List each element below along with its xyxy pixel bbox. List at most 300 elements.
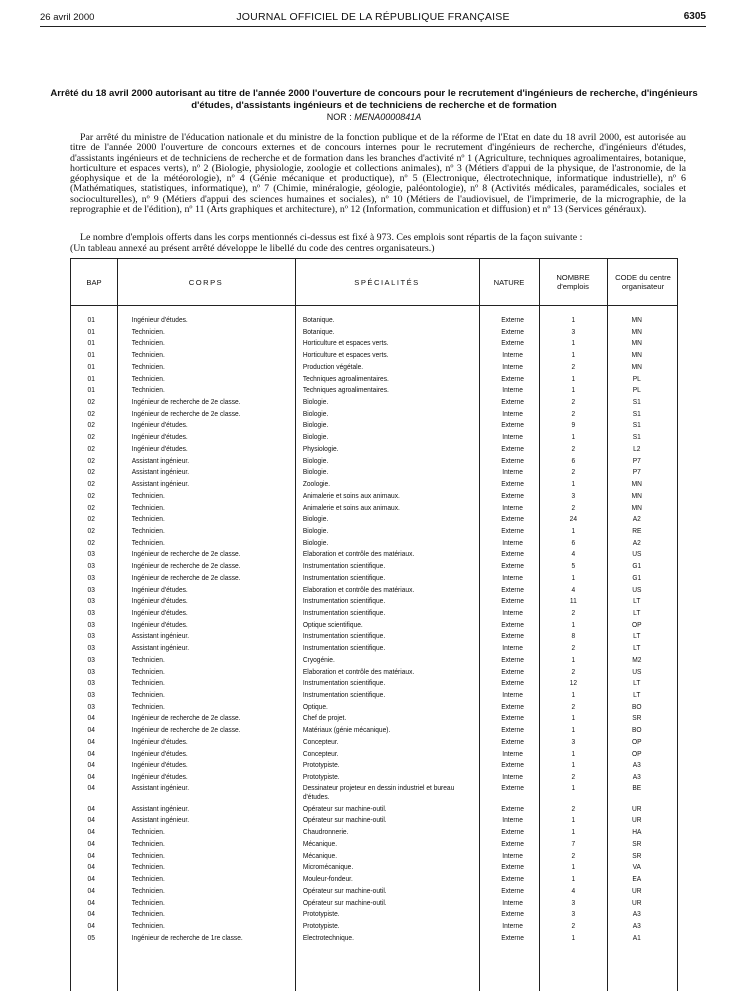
table-row bbox=[71, 548, 679, 560]
header-code: CODE du centre organisateur bbox=[615, 273, 671, 291]
table-row bbox=[71, 537, 679, 549]
cell-nature: Externe bbox=[501, 631, 524, 641]
cell-nature: Externe bbox=[501, 678, 524, 688]
cell-corps: Technicien. bbox=[131, 874, 165, 884]
cell-nombre: 3 bbox=[571, 736, 576, 746]
cell-bap: 04 bbox=[87, 897, 95, 907]
table-row bbox=[71, 712, 679, 724]
cell-nature: Interne bbox=[502, 502, 523, 512]
cell-bap: 02 bbox=[87, 432, 95, 442]
cell-nature: Externe bbox=[501, 397, 524, 407]
cell-corps: Ingénieur d'études. bbox=[131, 748, 188, 758]
cell-bap: 03 bbox=[87, 690, 95, 699]
cell-nombre: 2 bbox=[571, 803, 576, 813]
cell-specialite: Opérateur sur machine-outil. bbox=[302, 803, 387, 813]
cell-code: LT bbox=[633, 643, 641, 653]
header-nombre: NOMBRE d'emplois bbox=[556, 273, 590, 291]
cell-code: BE bbox=[632, 782, 642, 792]
cell-nature: Interne bbox=[502, 643, 523, 653]
cell-corps: Technicien. bbox=[131, 690, 165, 699]
cell-code: VA bbox=[632, 862, 641, 872]
cell-code: HA bbox=[632, 827, 642, 837]
cell-specialite: Biologie. bbox=[302, 420, 329, 430]
cell-code: MN bbox=[631, 338, 642, 348]
cell-corps: Technicien. bbox=[131, 920, 165, 930]
cell-code: MN bbox=[631, 479, 642, 489]
cell-nombre: 1 bbox=[571, 619, 576, 629]
cell-corps: Technicien. bbox=[131, 361, 165, 371]
cell-specialite: Biologie. bbox=[302, 537, 329, 547]
cell-bap: 01 bbox=[87, 373, 95, 383]
table-row bbox=[71, 814, 679, 826]
cell-specialite: Prototypiste. bbox=[302, 760, 340, 770]
cell-specialite: Prototypiste. bbox=[302, 772, 340, 782]
cell-nombre: 1 bbox=[571, 932, 576, 942]
cell-specialite: Chaudronnerie. bbox=[302, 827, 349, 837]
cell-specialite: Elaboration et contrôle des matériaux. bbox=[302, 666, 415, 676]
cell-nature: Interne bbox=[502, 772, 523, 782]
cell-nombre: 1 bbox=[571, 572, 576, 582]
cell-nature: Externe bbox=[501, 654, 524, 664]
cell-bap: 02 bbox=[87, 408, 95, 418]
cell-nombre: 4 bbox=[571, 885, 576, 895]
cell-nature: Externe bbox=[501, 909, 524, 919]
table-row bbox=[71, 419, 679, 431]
cell-nombre: 1 bbox=[571, 690, 576, 699]
decree-title: Arrêté du 18 avril 2000 autorisant au titre de l'année 2000 l'ouverture de concours pour le recrutement d'ingénieurs de recherche, d'ingénieurs d'études, d'assistants ingénieurs et de techniciens de recherche et de formation bbox=[50, 88, 698, 111]
cell-nombre: 2 bbox=[571, 397, 576, 407]
cell-bap: 02 bbox=[87, 479, 95, 489]
cell-bap: 05 bbox=[87, 932, 95, 942]
cell-nombre: 2 bbox=[571, 643, 576, 653]
cell-corps: Ingénieur d'études. bbox=[131, 736, 188, 746]
cell-nature: Interne bbox=[502, 467, 523, 477]
cell-code: G1 bbox=[632, 561, 642, 571]
cell-nombre: 1 bbox=[571, 748, 576, 758]
cell-bap: 02 bbox=[87, 502, 95, 512]
table-row bbox=[71, 748, 679, 760]
cell-nombre: 2 bbox=[571, 443, 576, 453]
cell-code: MN bbox=[631, 315, 642, 324]
cell-corps: Ingénieur d'études. bbox=[131, 772, 188, 782]
cell-bap: 03 bbox=[87, 701, 95, 711]
cell-corps: Ingénieur d'études. bbox=[131, 443, 188, 453]
cell-code: A3 bbox=[632, 772, 641, 782]
cell-corps: Assistant ingénieur. bbox=[131, 631, 190, 641]
cell-nature: Externe bbox=[501, 561, 524, 571]
cell-specialite: Optique scientifique. bbox=[302, 619, 363, 629]
cell-code: LT bbox=[633, 596, 641, 606]
emplois-paragraph: Le nombre d'emplois offerts dans les corps mentionnés ci-dessus est fixé à 973. Ces emplois sont répartis de la façon suivante : bbox=[80, 232, 583, 243]
header-nature: NATURE bbox=[493, 277, 525, 287]
cell-bap: 01 bbox=[87, 350, 95, 360]
cell-bap: 04 bbox=[87, 725, 95, 735]
cell-nature: Externe bbox=[501, 760, 524, 770]
cell-specialite: Biologie. bbox=[302, 397, 329, 407]
table-row bbox=[71, 908, 679, 920]
cell-nombre: 1 bbox=[571, 713, 576, 723]
cell-specialite: Mécanique. bbox=[302, 850, 338, 860]
cell-nature: Externe bbox=[501, 443, 524, 453]
cell-code: MN bbox=[631, 361, 642, 371]
cell-specialite: Production végétale. bbox=[302, 361, 364, 371]
cell-specialite: Chef de projet. bbox=[302, 713, 347, 723]
cell-nature: Externe bbox=[501, 525, 524, 535]
cell-nature: Externe bbox=[501, 549, 524, 559]
cell-corps: Assistant ingénieur. bbox=[131, 643, 190, 653]
cell-nature: Interne bbox=[502, 607, 523, 617]
cell-bap: 01 bbox=[87, 326, 95, 336]
cell-corps: Technicien. bbox=[131, 338, 165, 348]
cell-nombre: 3 bbox=[571, 490, 576, 500]
cell-nombre: 2 bbox=[571, 850, 576, 860]
cell-nombre: 7 bbox=[571, 838, 576, 848]
cell-nombre: 2 bbox=[571, 361, 576, 371]
cell-specialite: Horticulture et espaces verts. bbox=[302, 350, 389, 360]
cell-corps: Technicien. bbox=[131, 537, 165, 547]
cell-nombre: 6 bbox=[571, 455, 576, 465]
cell-corps: Technicien. bbox=[131, 326, 165, 336]
cell-specialite: Instrumentation scientifique. bbox=[302, 607, 386, 617]
table-row bbox=[71, 502, 679, 514]
cell-bap: 02 bbox=[87, 514, 95, 524]
table-row bbox=[71, 408, 679, 420]
cell-corps: Ingénieur de recherche de 1re classe. bbox=[131, 932, 243, 942]
cell-code: LT bbox=[633, 607, 641, 617]
table-header bbox=[71, 259, 677, 306]
cell-nombre: 12 bbox=[569, 678, 577, 688]
cell-bap: 04 bbox=[87, 920, 95, 930]
journal-title: JOURNAL OFFICIEL DE LA RÉPUBLIQUE FRANÇAISE bbox=[236, 11, 510, 23]
table-row bbox=[71, 314, 679, 326]
table-row bbox=[71, 513, 679, 525]
cell-bap: 02 bbox=[87, 443, 95, 453]
cell-specialite: Biologie. bbox=[302, 432, 329, 442]
cell-nombre: 1 bbox=[571, 862, 576, 872]
cell-nature: Interne bbox=[502, 385, 523, 395]
cell-nature: Interne bbox=[502, 432, 523, 442]
cell-nombre: 1 bbox=[571, 385, 576, 395]
cell-specialite: Optique. bbox=[302, 701, 328, 711]
table-row bbox=[71, 361, 679, 373]
cell-specialite: Instrumentation scientifique. bbox=[302, 596, 386, 606]
cell-corps: Ingénieur d'études. bbox=[131, 619, 188, 629]
table-row bbox=[71, 326, 679, 338]
cell-bap: 02 bbox=[87, 490, 95, 500]
cell-bap: 04 bbox=[87, 838, 95, 848]
cell-nature: Externe bbox=[501, 713, 524, 723]
cell-code: LT bbox=[633, 690, 641, 699]
cell-nature: Externe bbox=[501, 326, 524, 336]
cell-specialite: Horticulture et espaces verts. bbox=[302, 338, 389, 348]
cell-bap: 03 bbox=[87, 607, 95, 617]
cell-nature: Interne bbox=[502, 690, 523, 699]
cell-specialite: Cryogénie. bbox=[302, 654, 335, 664]
cell-code: UR bbox=[632, 815, 642, 825]
cell-corps: Technicien. bbox=[131, 909, 165, 919]
cell-code: G1 bbox=[632, 572, 642, 582]
cell-specialite: Matériaux (génie mécanique). bbox=[302, 725, 391, 735]
intro-paragraph: Par arrêté du ministre de l'éducation nationale et du ministre de la fonction publique et de la réforme de l'Etat en date du 18 avril 2000, est autorisée au titre de l'année 2000 l'ouverture de concours externes et de concours internes pour le recrutement d'ingénieurs de recherche, d'ingénieurs d'études, d'assistants ingénieurs et de techniciens de recherche et de formation dans les branches d'activité nº 1 (Agriculture, techniques agroalimentaires, botanique, horticulture et espaces verts), nº 2 (Biologie, physiologie, zoologie et collections animales), nº 3 (Métiers d'appui de la physique, de l'astronomie, de la géophysique et de la météorologie), nº 4 (Génie mécanique et productique), nº 5 (Electronique, électrotechnique, informatique industrielle), nº 6 (Mathématiques, statistiques, informatique), nº 7 (Chimie, minéralogie, géologie, paléontologie), nº 8 (Activités médicales, paramédicales, sociales et socioculturelles), nº 9 (Métiers d'appui des sciences humaines et sociales), nº 10 (Métiers de l'audiovisuel, de l'imprimerie, de la micrographie, de la reprographie et de l'édition), nº 11 (Arts graphiques et architecture), nº 12 (Information, communication et diffusion) et nº 13 (Services généraux). bbox=[70, 132, 686, 216]
cell-code: P7 bbox=[632, 467, 641, 477]
cell-nature: Externe bbox=[501, 584, 524, 594]
cell-nombre: 3 bbox=[571, 326, 576, 336]
cell-bap: 02 bbox=[87, 397, 95, 407]
cell-corps: Technicien. bbox=[131, 897, 165, 907]
cell-bap: 04 bbox=[87, 760, 95, 770]
cell-code: US bbox=[632, 666, 642, 676]
cell-nature: Interne bbox=[502, 537, 523, 547]
table-row bbox=[71, 642, 679, 654]
nor-value: MENA0000841A bbox=[354, 112, 422, 122]
cell-nature: Externe bbox=[501, 420, 524, 430]
cell-nombre: 6 bbox=[571, 537, 576, 547]
cell-nombre: 4 bbox=[571, 584, 576, 594]
cell-specialite: Techniques agroalimentaires. bbox=[302, 373, 389, 383]
table-row bbox=[71, 630, 679, 642]
cell-code: PL bbox=[632, 385, 641, 395]
cell-specialite: Techniques agroalimentaires. bbox=[302, 385, 389, 395]
cell-nature: Externe bbox=[501, 874, 524, 884]
cell-nature: Interne bbox=[502, 815, 523, 825]
cell-corps: Technicien. bbox=[131, 525, 165, 535]
table-row bbox=[71, 724, 679, 736]
cell-nombre: 2 bbox=[571, 502, 576, 512]
table-row bbox=[71, 373, 679, 385]
cell-corps: Ingénieur de recherche de 2e classe. bbox=[131, 549, 241, 559]
cell-bap: 03 bbox=[87, 584, 95, 594]
cell-code: A3 bbox=[632, 920, 641, 930]
cell-bap: 02 bbox=[87, 455, 95, 465]
cell-code: BO bbox=[632, 725, 642, 735]
table-row bbox=[71, 803, 679, 815]
cell-bap: 04 bbox=[87, 850, 95, 860]
nor-label: NOR : bbox=[326, 112, 352, 122]
cell-code: S1 bbox=[632, 432, 641, 442]
cell-code: A3 bbox=[632, 909, 641, 919]
issue-date: 26 avril 2000 bbox=[40, 12, 95, 23]
cell-code: RE bbox=[632, 525, 642, 535]
table-row bbox=[71, 396, 679, 408]
cell-corps: Assistant ingénieur. bbox=[131, 479, 190, 489]
cell-bap: 03 bbox=[87, 619, 95, 629]
cell-corps: Ingénieur de recherche de 2e classe. bbox=[131, 713, 241, 723]
cell-specialite: Opérateur sur machine-outil. bbox=[302, 815, 387, 825]
cell-nature: Externe bbox=[501, 619, 524, 629]
cell-nature: Externe bbox=[501, 782, 524, 792]
table-row bbox=[71, 838, 679, 850]
cell-corps: Ingénieur d'études. bbox=[131, 420, 188, 430]
cell-code: LT bbox=[633, 631, 641, 641]
cell-nature: Externe bbox=[501, 736, 524, 746]
cell-nombre: 11 bbox=[569, 596, 577, 606]
cell-nombre: 3 bbox=[571, 897, 576, 907]
cell-nombre: 1 bbox=[571, 338, 576, 348]
cell-corps: Ingénieur de recherche de 2e classe. bbox=[131, 572, 241, 582]
cell-nature: Interne bbox=[502, 361, 523, 371]
cell-corps: Ingénieur d'études. bbox=[131, 596, 188, 606]
table-row bbox=[71, 920, 679, 932]
cell-nature: Externe bbox=[501, 596, 524, 606]
table-row bbox=[71, 677, 679, 689]
cell-specialite: Physiologie. bbox=[302, 443, 339, 453]
cell-code: UR bbox=[632, 885, 642, 895]
cell-specialite: Instrumentation scientifique. bbox=[302, 643, 386, 653]
cell-specialite: Prototypiste. bbox=[302, 920, 340, 930]
cell-specialite: Instrumentation scientifique. bbox=[302, 572, 386, 582]
cell-nombre: 1 bbox=[571, 350, 576, 360]
cell-specialite: Opérateur sur machine-outil. bbox=[302, 897, 387, 907]
cell-specialite: Dessinateur projeteur en dessin industriel et bureau d'études. bbox=[302, 782, 455, 802]
cell-bap: 04 bbox=[87, 803, 95, 813]
table-row bbox=[71, 861, 679, 873]
table-row bbox=[71, 771, 679, 783]
cell-code: M2 bbox=[632, 654, 642, 664]
header-specialites: SPÉCIALITÉS bbox=[354, 277, 420, 287]
cell-nombre: 9 bbox=[571, 420, 576, 430]
cell-bap: 04 bbox=[87, 874, 95, 884]
cell-code: BO bbox=[632, 701, 642, 711]
table-row bbox=[71, 525, 679, 537]
cell-specialite: Animalerie et soins aux animaux. bbox=[302, 490, 400, 500]
cell-corps: Assistant ingénieur. bbox=[131, 815, 190, 825]
cell-bap: 03 bbox=[87, 666, 95, 676]
cell-specialite: Animalerie et soins aux animaux. bbox=[302, 502, 400, 512]
cell-specialite: Mécanique. bbox=[302, 838, 338, 848]
cell-nature: Externe bbox=[501, 315, 524, 324]
table-row bbox=[71, 607, 679, 619]
cell-bap: 02 bbox=[87, 467, 95, 477]
header-corps: CORPS bbox=[188, 277, 224, 287]
cell-specialite: Biologie. bbox=[302, 455, 329, 465]
cell-corps: Technicien. bbox=[131, 502, 165, 512]
cell-code: A2 bbox=[632, 514, 641, 524]
cell-code: US bbox=[632, 584, 642, 594]
cell-nombre: 2 bbox=[571, 772, 576, 782]
header-rule bbox=[40, 26, 706, 27]
table-row bbox=[71, 572, 679, 584]
cell-nature: Externe bbox=[501, 701, 524, 711]
cell-bap: 04 bbox=[87, 772, 95, 782]
cell-nature: Externe bbox=[501, 338, 524, 348]
cell-nombre: 1 bbox=[571, 815, 576, 825]
cell-corps: Assistant ingénieur. bbox=[131, 782, 190, 792]
cell-specialite: Concepteur. bbox=[302, 748, 339, 758]
cell-nature: Externe bbox=[501, 838, 524, 848]
cell-corps: Technicien. bbox=[131, 701, 165, 711]
cell-specialite: Mouleur-fondeur. bbox=[302, 874, 353, 884]
cell-nombre: 4 bbox=[571, 549, 576, 559]
cell-bap: 03 bbox=[87, 596, 95, 606]
cell-specialite: Instrumentation scientifique. bbox=[302, 678, 386, 688]
cell-specialite: Botanique. bbox=[302, 315, 335, 324]
cell-corps: Ingénieur de recherche de 2e classe. bbox=[131, 397, 241, 407]
cell-bap: 01 bbox=[87, 385, 95, 395]
table-row bbox=[71, 595, 679, 607]
cell-nombre: 2 bbox=[571, 408, 576, 418]
cell-bap: 03 bbox=[87, 561, 95, 571]
table-row bbox=[71, 873, 679, 885]
cell-specialite: Instrumentation scientifique. bbox=[302, 561, 386, 571]
cell-corps: Assistant ingénieur. bbox=[131, 455, 190, 465]
annex-note: (Un tableau annexé au présent arrêté développe le libellé du code des centres organisateurs.) bbox=[70, 243, 435, 254]
cell-nombre: 1 bbox=[571, 315, 576, 324]
cell-corps: Technicien. bbox=[131, 385, 165, 395]
cell-code: MN bbox=[631, 350, 642, 360]
cell-corps: Assistant ingénieur. bbox=[131, 803, 190, 813]
cell-code: A2 bbox=[632, 537, 641, 547]
cell-specialite: Zoologie. bbox=[302, 479, 331, 489]
cell-nature: Externe bbox=[501, 932, 524, 942]
cell-corps: Ingénieur d'études. bbox=[131, 432, 188, 442]
cell-bap: 02 bbox=[87, 525, 95, 535]
cell-bap: 03 bbox=[87, 654, 95, 664]
cell-corps: Ingénieur de recherche de 2e classe. bbox=[131, 725, 241, 735]
cell-nature: Interne bbox=[502, 408, 523, 418]
cell-nombre: 2 bbox=[571, 666, 576, 676]
cell-nombre: 1 bbox=[571, 479, 576, 489]
table-row bbox=[71, 478, 679, 490]
table-body bbox=[71, 314, 679, 943]
cell-code: S1 bbox=[632, 420, 641, 430]
cell-nature: Interne bbox=[502, 850, 523, 860]
cell-specialite: Electrotechnique. bbox=[302, 932, 354, 942]
cell-code: MN bbox=[631, 502, 642, 512]
cell-bap: 02 bbox=[87, 537, 95, 547]
cell-bap: 03 bbox=[87, 572, 95, 582]
cell-code: P7 bbox=[632, 455, 641, 465]
table-row bbox=[71, 384, 679, 396]
table-row bbox=[71, 689, 679, 701]
cell-nature: Externe bbox=[501, 455, 524, 465]
nor-reference bbox=[50, 112, 698, 122]
cell-specialite: Instrumentation scientifique. bbox=[302, 690, 386, 699]
cell-nombre: 2 bbox=[571, 467, 576, 477]
cell-code: PL bbox=[632, 373, 641, 383]
table-row bbox=[71, 932, 679, 944]
table-row bbox=[71, 443, 679, 455]
cell-bap: 04 bbox=[87, 815, 95, 825]
cell-corps: Ingénieur d'études. bbox=[131, 607, 188, 617]
cell-nombre: 1 bbox=[571, 654, 576, 664]
cell-code: OP bbox=[632, 619, 642, 629]
cell-corps: Technicien. bbox=[131, 678, 165, 688]
cell-nature: Externe bbox=[501, 666, 524, 676]
cell-code: SR bbox=[632, 838, 642, 848]
cell-nombre: 2 bbox=[571, 701, 576, 711]
table-row bbox=[71, 560, 679, 572]
cell-nombre: 1 bbox=[571, 760, 576, 770]
table-row bbox=[71, 455, 679, 467]
cell-corps: Assistant ingénieur. bbox=[131, 467, 190, 477]
cell-corps: Technicien. bbox=[131, 654, 165, 664]
table-row bbox=[71, 337, 679, 349]
table-row bbox=[71, 584, 679, 596]
table-row bbox=[71, 619, 679, 631]
cell-code: MN bbox=[631, 490, 642, 500]
cell-nombre: 1 bbox=[571, 827, 576, 837]
cell-nature: Externe bbox=[501, 827, 524, 837]
cell-nombre: 1 bbox=[571, 525, 576, 535]
cell-corps: Technicien. bbox=[131, 838, 165, 848]
cell-bap: 01 bbox=[87, 315, 95, 324]
cell-specialite: Prototypiste. bbox=[302, 909, 340, 919]
cell-nature: Externe bbox=[501, 479, 524, 489]
cell-code: UR bbox=[632, 803, 642, 813]
cell-code: US bbox=[632, 549, 642, 559]
cell-corps: Technicien. bbox=[131, 514, 165, 524]
cell-code: A1 bbox=[632, 932, 641, 942]
